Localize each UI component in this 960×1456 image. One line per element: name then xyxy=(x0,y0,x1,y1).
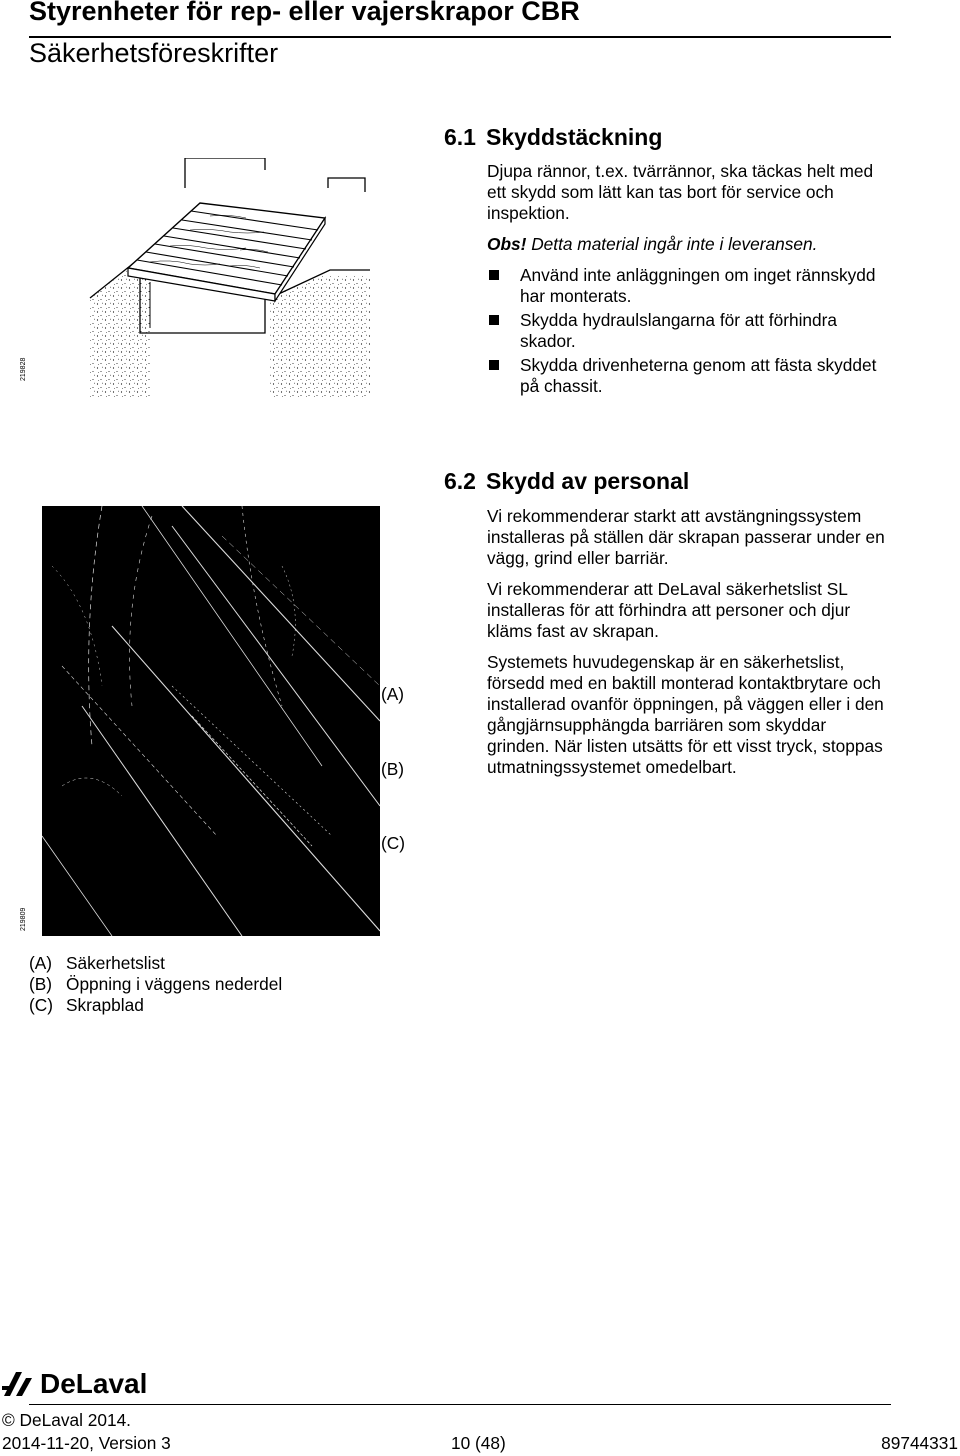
footer-divider xyxy=(29,1404,891,1405)
document-number: 89744331 xyxy=(881,1433,958,1453)
figure-id-219809: 219809 xyxy=(20,907,27,931)
list-item: Skydda hydraulslangarna för att förhindra skador. xyxy=(487,310,882,352)
section-title: Skydd av personal xyxy=(486,468,690,494)
document-subtitle: Säkerhetsföreskrifter xyxy=(29,38,279,68)
logo-wordmark: DeLaval xyxy=(40,1368,148,1399)
list-item: Skydda drivenheterna genom att fästa skyddet på chassit. xyxy=(487,355,882,397)
legend-item: (A) Säkerhetslist xyxy=(29,953,165,973)
copyright-text: © DeLaval 2014. xyxy=(2,1410,131,1430)
section-number: 6.1 xyxy=(444,124,476,150)
obs-note xyxy=(487,234,882,255)
date-version: 2014-11-20, Version 3 xyxy=(2,1433,171,1453)
legend-item: (C) Skrapblad xyxy=(29,995,144,1015)
safety-strip-photo xyxy=(42,506,380,936)
delaval-logo xyxy=(2,1368,147,1400)
obs-text: Detta material ingår inte i leveransen. xyxy=(531,234,818,254)
gutter-cover-illustration xyxy=(80,158,380,398)
delaval-logo-icon xyxy=(2,1369,36,1399)
legend-item: (B) Öppning i väggens nederdel xyxy=(29,974,283,994)
document-title: Styrenheter för rep- eller vajerskrapor CBR xyxy=(29,0,580,26)
section-heading-6-1 xyxy=(444,124,662,151)
bullet-square-icon xyxy=(489,315,499,325)
callout-label-a: (A) xyxy=(381,684,405,704)
section-6-2-body xyxy=(487,506,887,778)
section-6-1-intro: Djupa rännor, t.ex. tvärrännor, ska täckas helt med ett skydd som lätt kan tas bort för service och inspektion. xyxy=(487,161,874,223)
bullet-square-icon xyxy=(489,360,499,370)
section-title: Skyddstäckning xyxy=(486,124,663,150)
paragraph: Vi rekommenderar att DeLaval säkerhetslist SL installeras för att förhindra att personer och djur kläms fast av skrapan. xyxy=(487,579,851,641)
bullet-list xyxy=(487,265,882,397)
paragraph: Vi rekommenderar starkt att avstängningssystem installeras på ställen där skrapan passerar under en vägg, grind eller barriär. xyxy=(487,506,885,568)
list-item: Använd inte anläggningen om inget rännskydd har monterats. xyxy=(487,265,882,307)
callout-label-c: (C) xyxy=(381,833,405,853)
figure-legend xyxy=(29,953,282,1016)
figure-id-219828: 219828 xyxy=(20,357,27,381)
obs-label: Obs! xyxy=(487,234,527,254)
section-number: 6.2 xyxy=(444,468,476,494)
page-number: 10 (48) xyxy=(451,1433,506,1453)
paragraph: Systemets huvudegenskap är en säkerhetslist, försedd med en baktill monterad kontaktbrytare och installerad ovanför öppningen, på väggen eller i den gångjärnsupphängda barriären som skyddar grinden. När listen utsätts för ett visst tryck, stoppas utmatningssystemet omedelbart. xyxy=(487,652,884,777)
callout-label-b: (B) xyxy=(381,759,405,779)
section-6-1-body xyxy=(487,161,882,400)
section-heading-6-2 xyxy=(444,468,689,495)
bullet-square-icon xyxy=(489,270,499,280)
